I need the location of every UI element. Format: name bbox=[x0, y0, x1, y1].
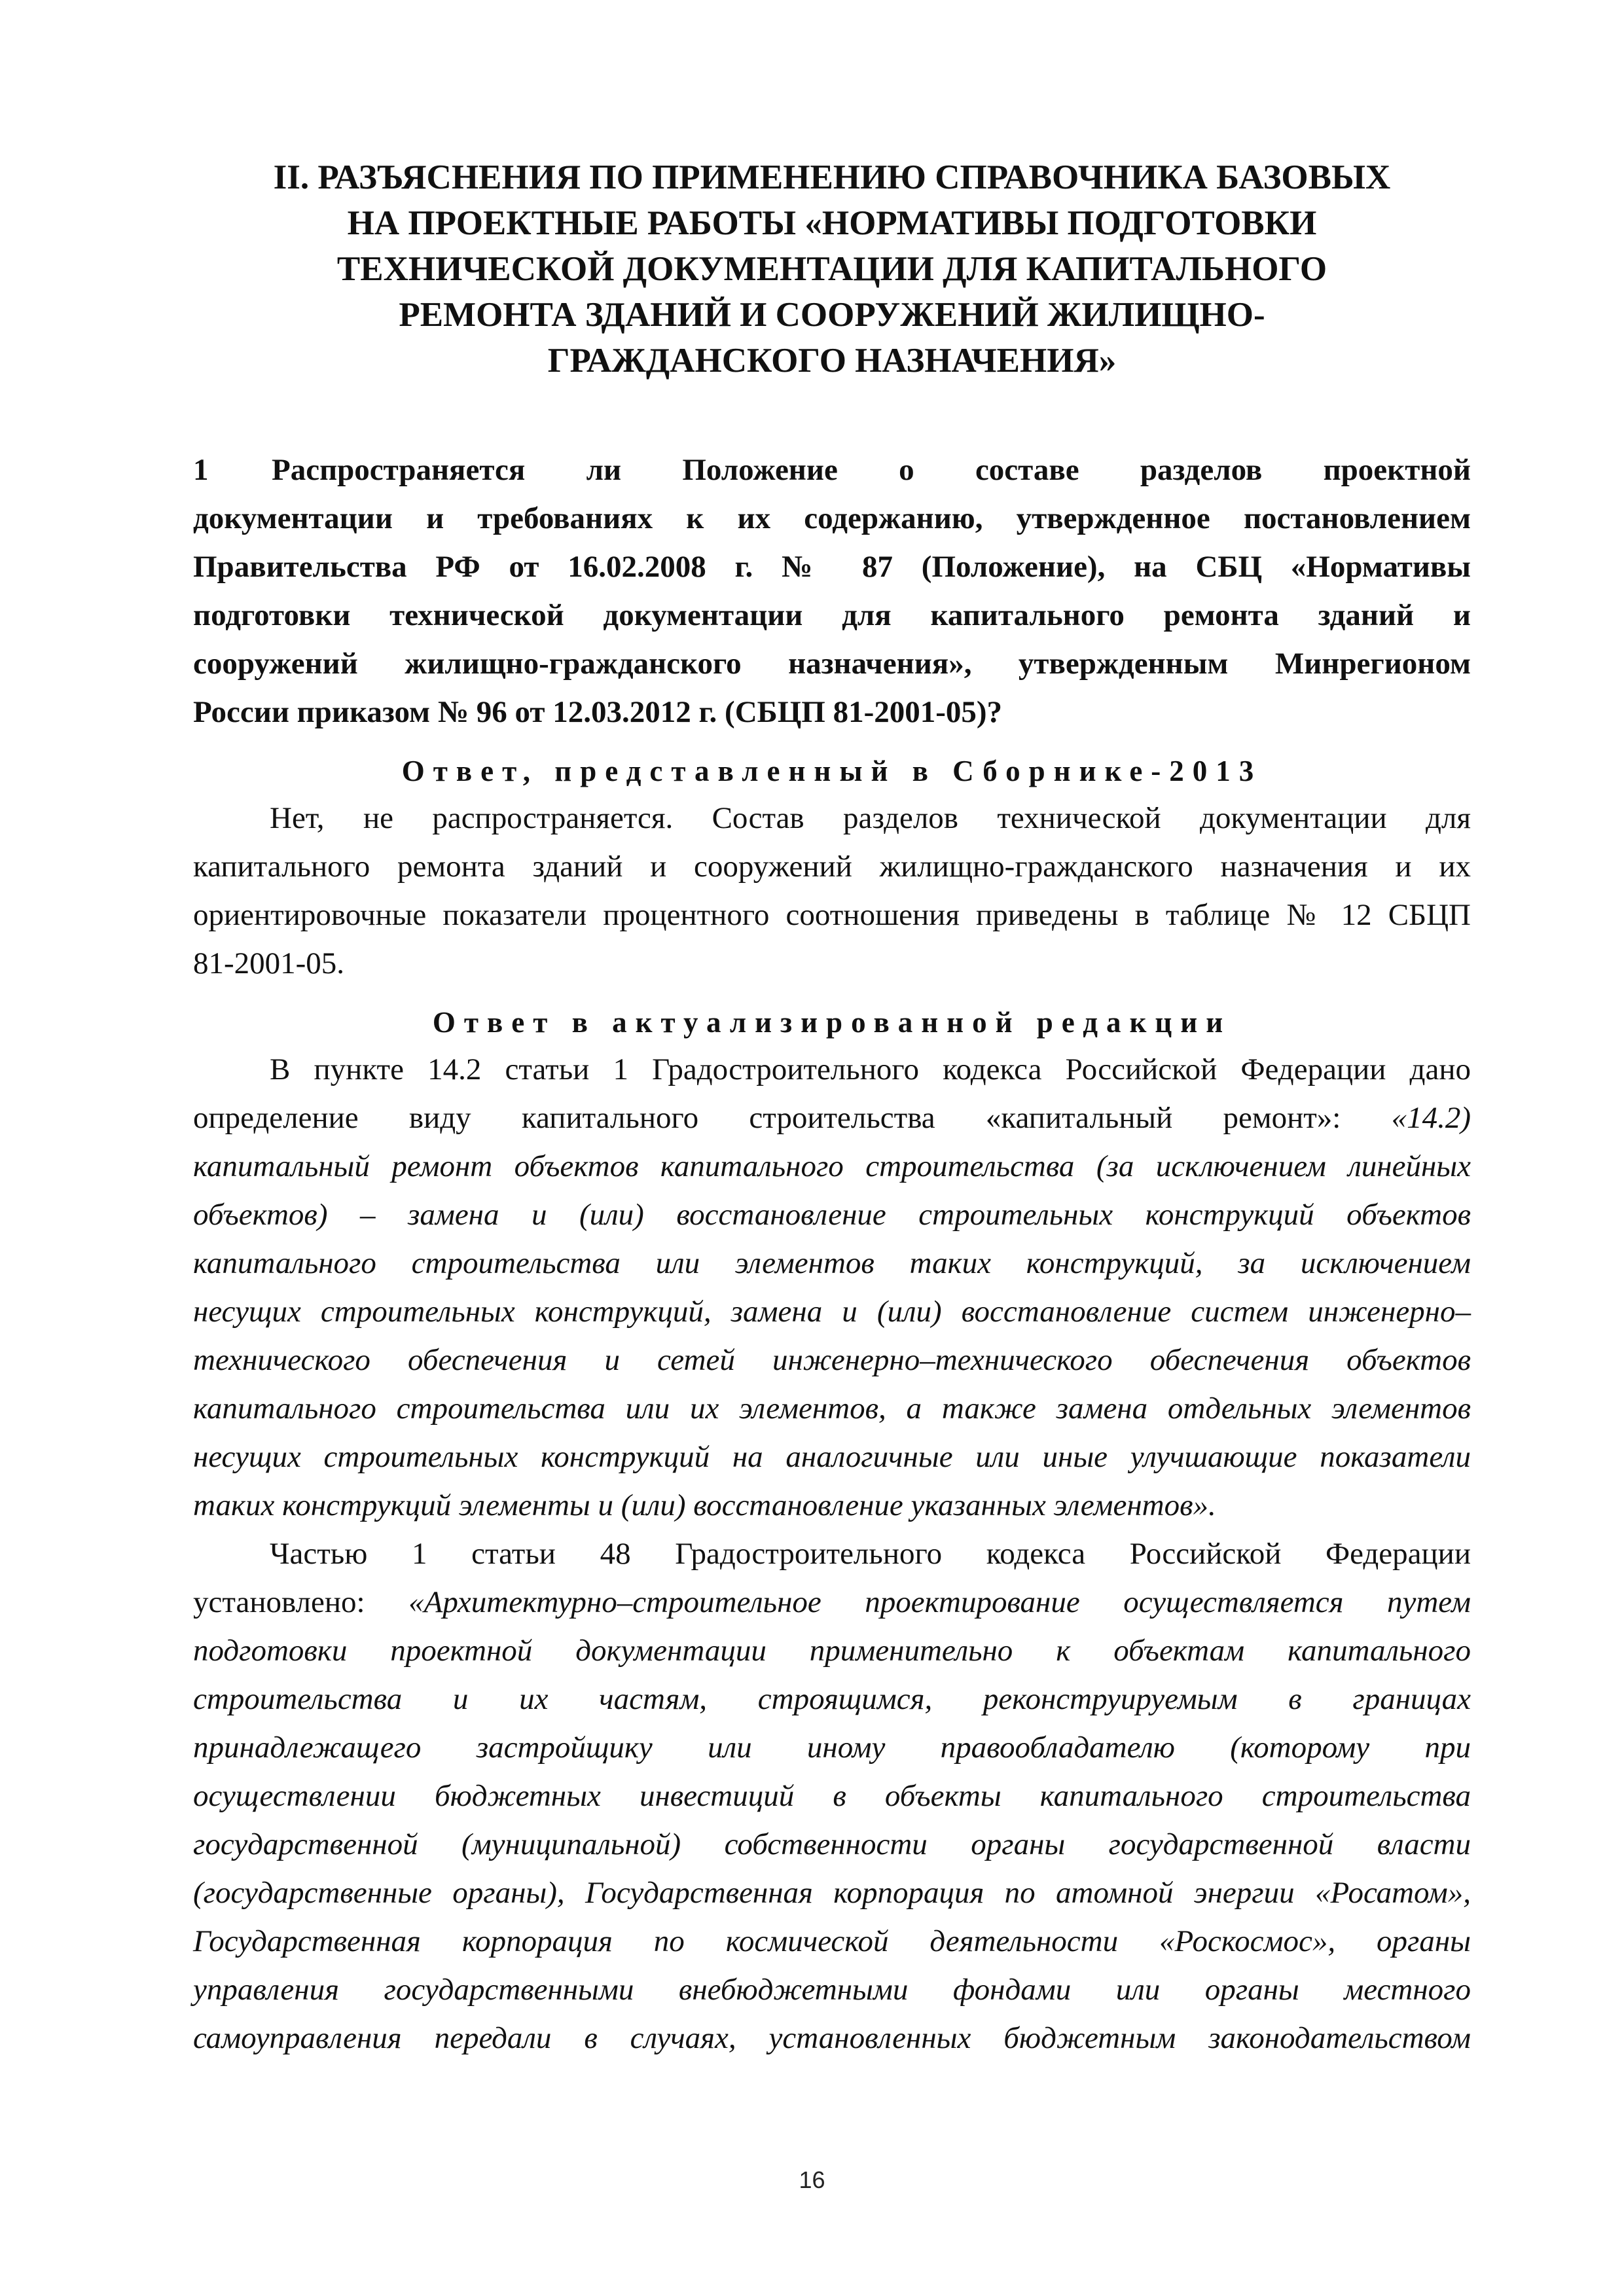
question-text-line: России приказом № 96 от 12.03.2012 г. (СБЦП 81-2001-05)? bbox=[193, 695, 1003, 729]
paragraph-quote-text: «14.2) bbox=[1391, 1101, 1471, 1135]
section-title-line: НА ПРОЕКТНЫЕ РАБОТЫ «НОРМАТИВЫ ПОДГОТОВКИ bbox=[347, 204, 1317, 242]
section-title-line: II. РАЗЪЯСНЕНИЯ ПО ПРИМЕНЕНИЮ СПРАВОЧНИКА БАЗОВЫХ bbox=[273, 158, 1391, 196]
question-text-line: документации и требованиях к их содержанию, утвержденное постановлением bbox=[193, 501, 1471, 535]
paragraph-plain-text: установлено: bbox=[193, 1585, 409, 1619]
quote-line: строительства и их частям, строящимся, реконструируемым в границах bbox=[193, 1682, 1471, 1716]
answer-2013-heading: Ответ, представленный в Сборнике-2013 bbox=[401, 755, 1263, 787]
question-text-line: Распространяется ли Положение о составе разделов проектной bbox=[272, 453, 1471, 487]
page-number: 16 bbox=[799, 2166, 825, 2193]
quote-line: капитального строительства или их элементов, а также замена отдельных элементов bbox=[193, 1391, 1471, 1426]
question-text-line: подготовки технической документации для капитального ремонта зданий и bbox=[193, 598, 1471, 632]
answer-2013-line: ориентировочные показатели процентного соотношения приведены в таблице № 12 СБЦП bbox=[193, 898, 1471, 932]
quote-line: капитального строительства или элементов таких конструкций, за исключением bbox=[193, 1246, 1471, 1280]
paragraph-line-mixed bbox=[193, 1094, 1471, 1142]
quote-line: капитальный ремонт объектов капитального строительства (за исключением линейных bbox=[193, 1149, 1471, 1183]
quote-line: (государственные органы), Государственная корпорация по атомной энергии «Росатом», bbox=[193, 1876, 1471, 1910]
document-page bbox=[193, 154, 1471, 2062]
question-text-line: сооружений жилищно-гражданского назначения», утвержденным Минрегионом bbox=[193, 647, 1471, 681]
answer-2013-line: 81-2001-05. bbox=[193, 946, 345, 980]
paragraph-line: Частью 1 статьи 48 Градостроительного кодекса Российской Федерации bbox=[270, 1537, 1471, 1571]
answer-current-heading: Ответ в актуализированной редакции bbox=[432, 1006, 1232, 1039]
section-title bbox=[193, 154, 1471, 384]
quote-line: управления государственными внебюджетными фондами или органы местного bbox=[193, 1973, 1471, 2007]
question-1 bbox=[193, 446, 1471, 736]
quote-line: технического обеспечения и сетей инженерно–технического обеспечения объектов bbox=[193, 1343, 1471, 1377]
quote-line: несущих строительных конструкций, замена и (или) восстановление систем инженерно– bbox=[193, 1295, 1471, 1329]
quote-line: государственной (муниципальной) собственности органы государственной власти bbox=[193, 1827, 1471, 1861]
answer-current-paragraph-1 bbox=[193, 1045, 1471, 1530]
quote-line: подготовки проектной документации применительно к объектам капитального bbox=[193, 1634, 1471, 1668]
quote-line: осуществлении бюджетных инвестиций в объекты капитального строительства bbox=[193, 1779, 1471, 1813]
answer-2013-line: капитального ремонта зданий и сооружений жилищно-гражданского назначения и их bbox=[193, 850, 1471, 884]
question-text-line: Правительства РФ от 16.02.2008 г. № 87 (Положение), на СБЦ «Нормативы bbox=[193, 550, 1471, 584]
quote-line: таких конструкций элементы и (или) восстановление указанных элементов». bbox=[193, 1488, 1216, 1522]
paragraph-plain-text: определение виду капитального строительства «капитальный ремонт»: bbox=[193, 1101, 1392, 1135]
quote-line: самоуправления передали в случаях, установленных бюджетным законодательством bbox=[193, 2021, 1471, 2055]
answer-2013-line: Нет, не распространяется. Состав разделов технической документации для bbox=[270, 801, 1471, 835]
quote-line: несущих строительных конструкций на аналогичные или иные улучшающие показатели bbox=[193, 1440, 1471, 1474]
paragraph-quote-text: «Архитектурно–строительное проектирование осуществляется путем bbox=[408, 1585, 1471, 1619]
paragraph-line-mixed bbox=[193, 1578, 1471, 1626]
quote-line: Государственная корпорация по космической деятельности «Роскосмос», органы bbox=[193, 1924, 1471, 1958]
section-title-line: ГРАЖДАНСКОГО НАЗНАЧЕНИЯ» bbox=[547, 342, 1117, 380]
quote-line: объектов) – замена и (или) восстановление строительных конструкций объектов bbox=[193, 1198, 1471, 1232]
quote-line: принадлежащего застройщику или иному правообладателю (которому при bbox=[193, 1731, 1471, 1765]
question-first-line: 1 Распространяется ли Положение о составе разделов проектной bbox=[193, 453, 1471, 487]
answer-2013-text bbox=[193, 794, 1471, 988]
section-title-line: ТЕХНИЧЕСКОЙ ДОКУМЕНТАЦИИ ДЛЯ КАПИТАЛЬНОГО bbox=[336, 250, 1327, 288]
paragraph-line: В пункте 14.2 статьи 1 Градостроительного кодекса Российской Федерации дано bbox=[270, 1052, 1471, 1086]
section-title-line: РЕМОНТА ЗДАНИЙ И СООРУЖЕНИЙ ЖИЛИЩНО- bbox=[399, 296, 1265, 334]
answer-current-paragraph-2 bbox=[193, 1530, 1471, 2062]
